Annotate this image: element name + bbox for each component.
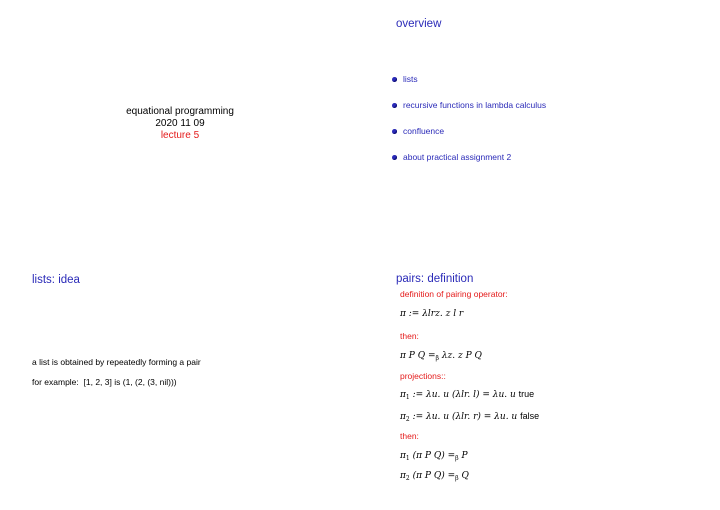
def-label: definition of pairing operator:: [400, 289, 508, 299]
pairs-slide: [360, 255, 720, 510]
overview-item: about practical assignment 2: [392, 144, 546, 170]
proj1-definition: $\pi_1$ := λu. u (λlr. l) = λu. u true: [400, 389, 535, 401]
proj1-result: $\pi_1$ (π P $Q) =_\beta$ P: [400, 451, 468, 462]
lecture-date: 2020 11 09: [155, 118, 205, 129]
overview-item: recursive functions in lambda calculus: [392, 92, 546, 118]
then-label-1: then:: [400, 331, 419, 341]
overview-title: overview: [396, 18, 442, 30]
bullet-icon: [392, 77, 397, 82]
bullet-icon: [392, 129, 397, 134]
bullet-icon: [392, 103, 397, 108]
pair-definition: π := λlrz. z l r: [400, 309, 464, 319]
projections-label: projections::: [400, 371, 446, 381]
lists-idea-slide: [0, 255, 360, 510]
proj2-result: $\pi_2$ (π P $Q) =_\beta$ Q: [400, 471, 469, 482]
title-slide: [0, 0, 360, 255]
lists-idea-title: lists: idea: [32, 274, 80, 286]
proj2-definition: $\pi_2$ := λu. u (λlr. r) = λu. u false: [400, 411, 540, 423]
overview-slide: [360, 0, 720, 255]
then-label-2: then:: [400, 431, 419, 441]
pairs-title: pairs: definition: [396, 273, 474, 285]
course-title: equational programming: [126, 106, 234, 117]
overview-item: confluence: [392, 118, 546, 144]
lecture-number: lecture 5: [160, 130, 200, 141]
lists-idea-line1: a list is obtained by repeatedly forming a pair: [32, 357, 201, 367]
lists-idea-line2: for example: [1, 2, 3] is (1, (2, (3, nil))): [32, 377, 177, 387]
overview-item: lists: [392, 66, 546, 92]
bullet-icon: [392, 155, 397, 160]
pair-beta-eq: π P $Q =_\beta$ λz. z P Q: [400, 351, 482, 362]
overview-list: [392, 66, 546, 170]
